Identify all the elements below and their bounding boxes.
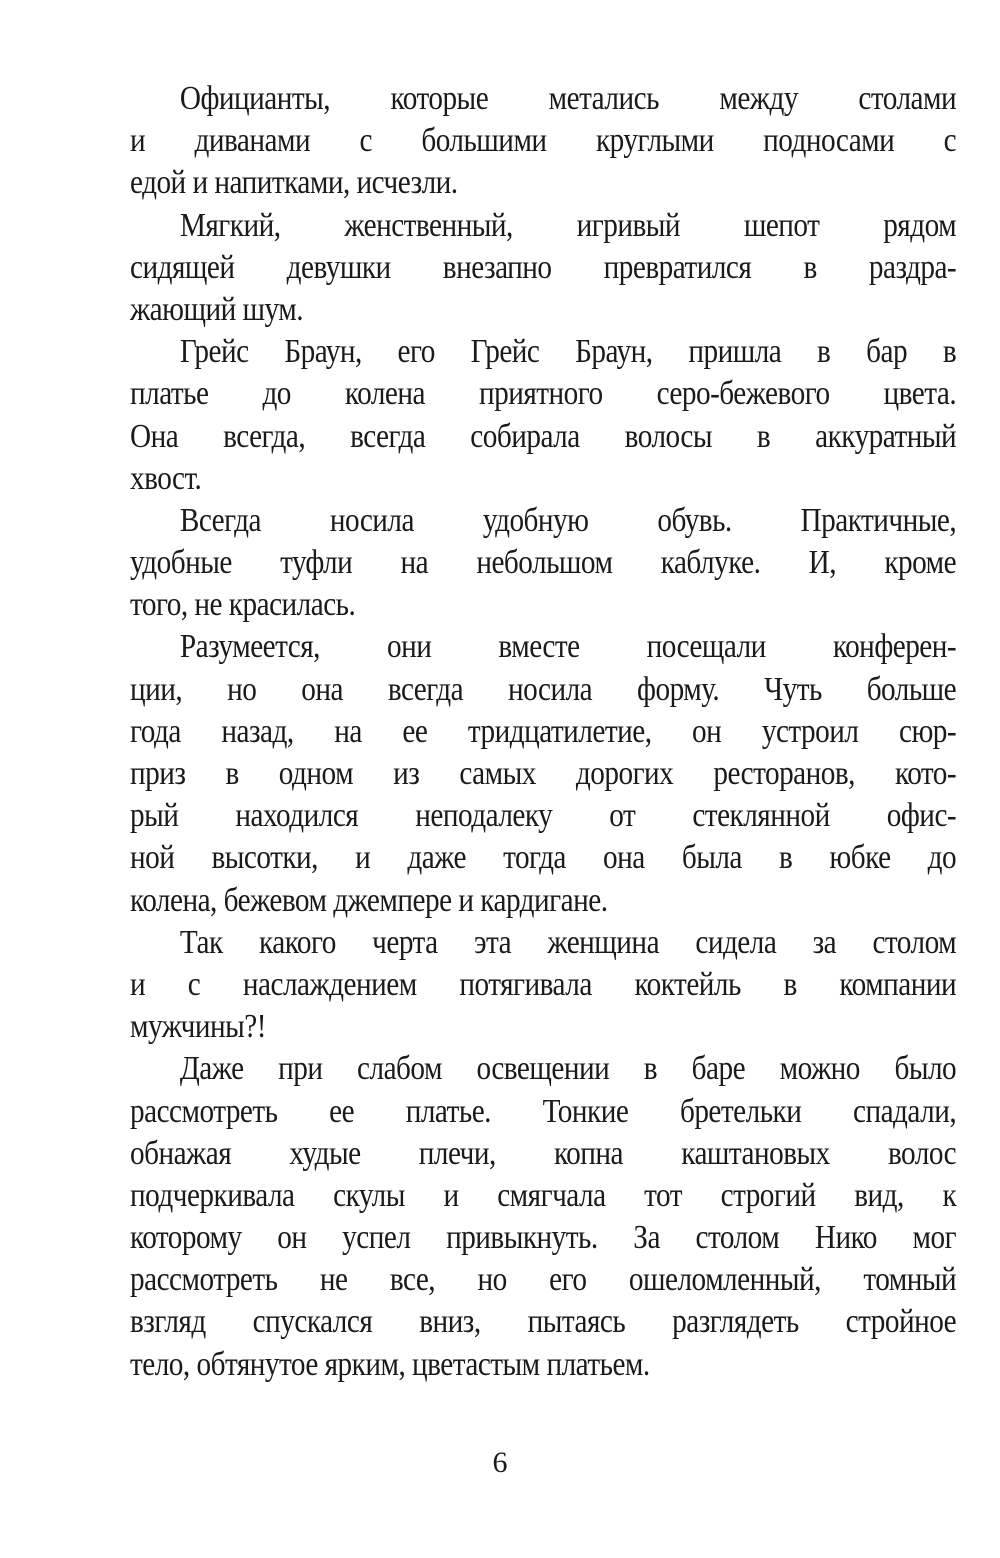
text-line: Так какого черта эта женщина сидела за столом <box>179 923 957 961</box>
text-line: тело, обтянутое ярким, цветастым платьем. <box>130 1345 650 1383</box>
text-line: года назад, на ее тридцатилетие, он устроил сюр- <box>130 712 957 750</box>
text-line: Она всегда, всегда собирала волосы в аккуратный <box>130 417 957 455</box>
text-line: взгляд спускался вниз, пытаясь разглядеть стройное <box>130 1303 957 1341</box>
text-line: удобные туфли на небольшом каблуке. И, кроме <box>130 544 957 582</box>
text-line: Разумеется, они вместе посещали конферен- <box>179 628 957 666</box>
text-line: ции, но она всегда носила форму. Чуть больше <box>130 670 957 708</box>
text-line: едой и напитками, исчезли. <box>130 164 458 202</box>
paragraph-3 <box>130 331 956 500</box>
text-line: сидящей девушки внезапно превратился в раздра- <box>130 248 957 286</box>
text-line: Всегда носила удобную обувь. Практичные, <box>179 501 957 539</box>
text-line: Мягкий, женственный, игривый шепот рядом <box>179 206 957 244</box>
text-line: рый находился неподалеку от стеклянной офис- <box>130 797 957 835</box>
paragraph-2 <box>130 205 956 332</box>
text-line: ной высотки, и даже тогда она была в юбке до <box>130 839 957 877</box>
text-line: Грейс Браун, его Грейс Браун, пришла в бар в <box>179 333 957 371</box>
text-line: жающий шум. <box>130 290 304 328</box>
text-line: мужчины?! <box>130 1008 266 1046</box>
paragraph-5 <box>130 626 956 921</box>
text-line: и с наслаждением потягивала коктейль в компании <box>130 965 957 1003</box>
text-line: Официанты, которые метались между столами <box>179 80 957 117</box>
text-line: и диванами с большими круглыми подносами с <box>130 122 957 160</box>
text-line: приз в одном из самых дорогих ресторанов, кото- <box>130 755 957 792</box>
text-line: платье до колена приятного серо-бежевого цвета. <box>130 375 957 413</box>
paragraph-1 <box>130 78 956 205</box>
paragraph-7 <box>130 1048 956 1386</box>
text-line: Даже при слабом освещении в баре можно было <box>179 1050 957 1088</box>
page-number: 6 <box>492 1446 508 1479</box>
text-line: рассмотреть не все, но его ошеломленный, томный <box>130 1261 957 1299</box>
text-line: хвост. <box>130 459 202 497</box>
paragraph-6 <box>130 922 956 1049</box>
book-page-text <box>130 78 956 1386</box>
text-line: колена, бежевом джемпере и кардигане. <box>130 881 608 919</box>
paragraph-4 <box>130 500 956 627</box>
text-line: рассмотреть ее платье. Тонкие бретельки спадали, <box>130 1092 957 1130</box>
text-line: которому он успел привыкнуть. За столом Нико мог <box>130 1219 957 1257</box>
text-line: того, не красилась. <box>130 586 356 624</box>
text-line: подчеркивала скулы и смягчала тот строгий вид, к <box>130 1176 957 1214</box>
text-line: обнажая худые плечи, копна каштановых волос <box>130 1134 957 1172</box>
